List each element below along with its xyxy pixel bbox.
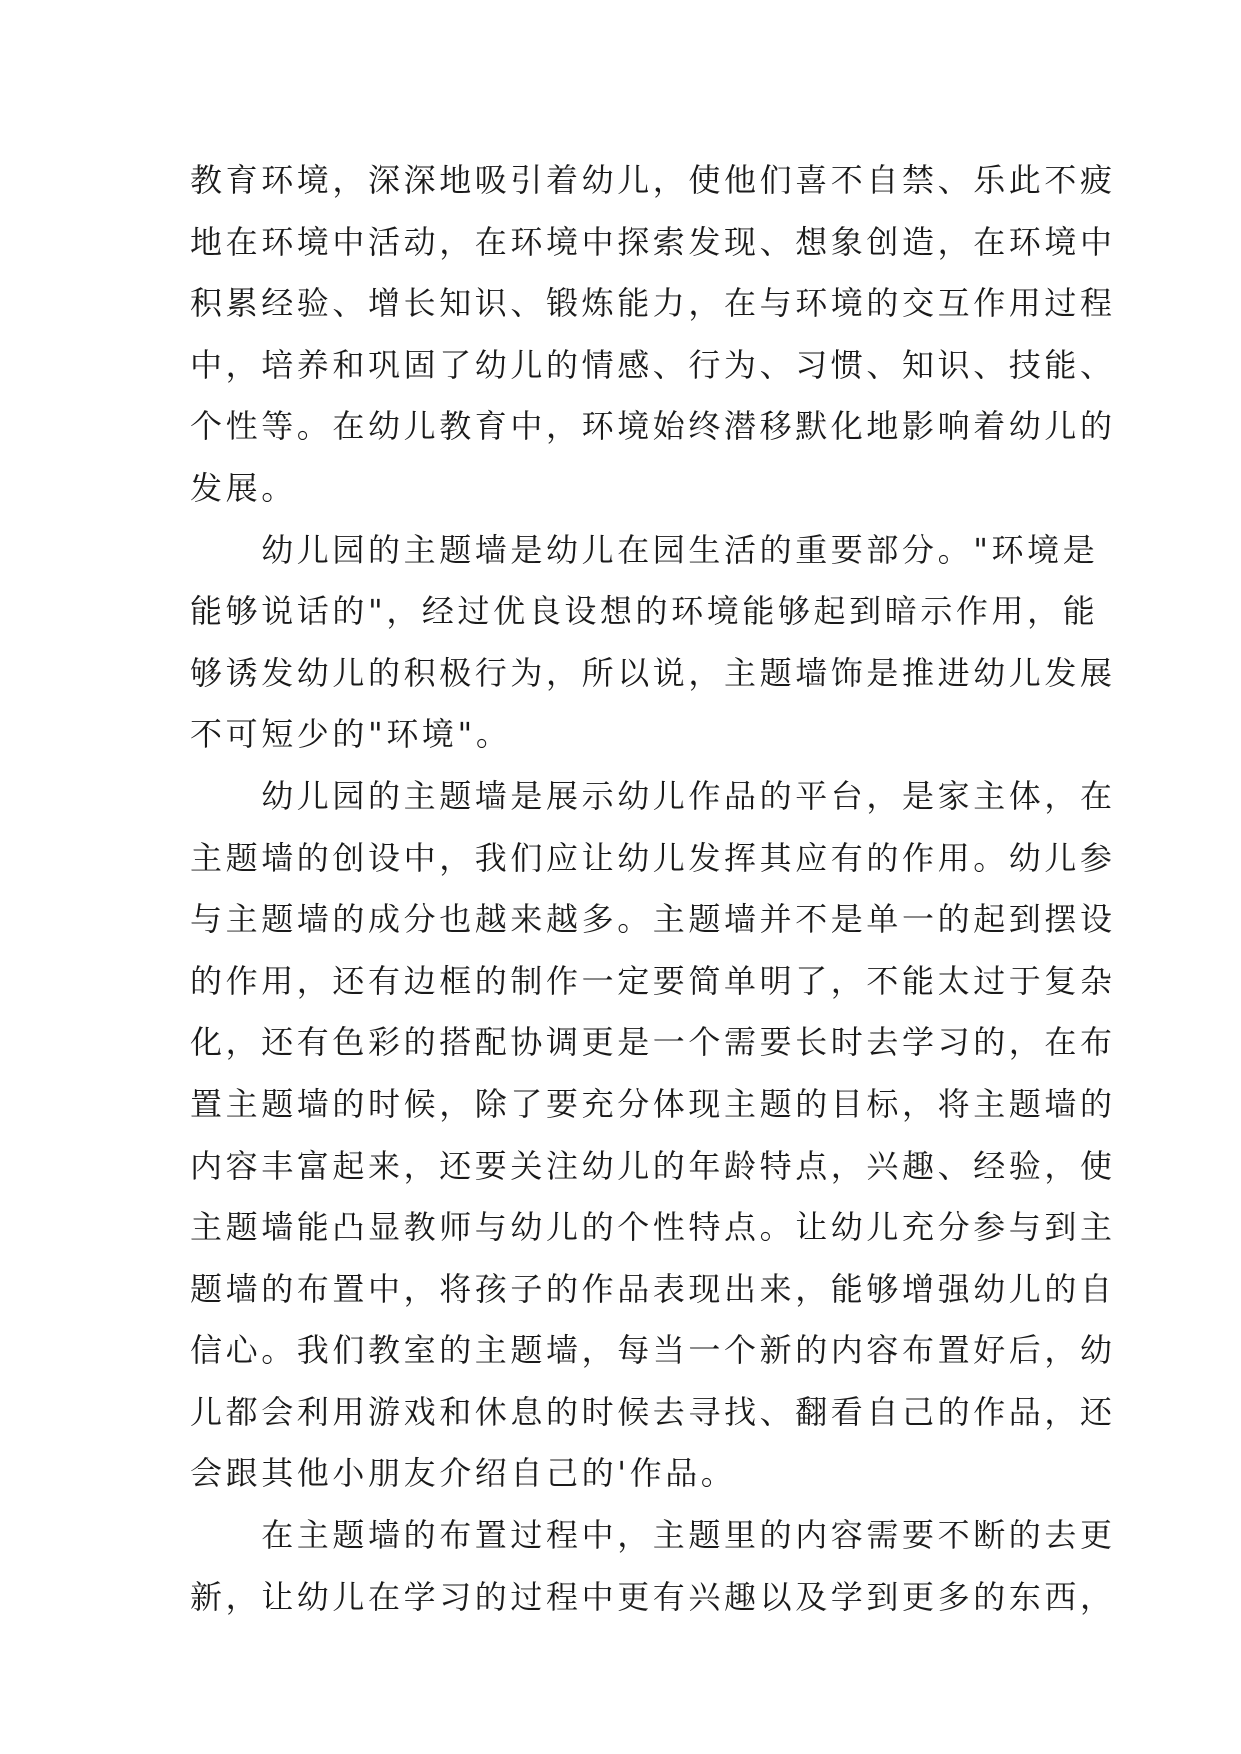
text-line: 主题墙能凸显教师与幼儿的个性特点。让幼儿充分参与到主	[190, 1208, 1116, 1247]
text-line: 儿都会利用游戏和休息的时候去寻找、翻看自己的作品，还	[190, 1392, 1116, 1431]
text-line: 题墙的布置中，将孩子的作品表现出来，能够增强幼儿的自	[190, 1269, 1116, 1308]
text-line: 的作用，还有边框的制作一定要简单明了，不能太过于复杂	[190, 961, 1116, 1000]
paragraph-2	[190, 520, 1116, 766]
text-line: 不可短少的"环境"。	[190, 715, 512, 754]
text-line: 能够说话的"，经过优良设想的环境能够起到暗示作用，能	[190, 592, 1099, 631]
text-line: 积累经验、增长知识、锻炼能力，在与环境的交互作用过程	[190, 284, 1116, 323]
text-line: 内容丰富起来，还要关注幼儿的年龄特点，兴趣、经验，使	[190, 1146, 1116, 1185]
text-line: 地在环境中活动，在环境中探索发现、想象创造，在环境中	[190, 222, 1116, 261]
text-line: 幼儿园的主题墙是幼儿在园生活的重要部分。"环境是	[190, 530, 1099, 569]
text-line: 个性等。在幼儿教育中，环境始终潜移默化地影响着幼儿的	[190, 407, 1116, 446]
text-line: 幼儿园的主题墙是展示幼儿作品的平台，是家主体，在	[190, 776, 1116, 815]
text-line: 与主题墙的成分也越来越多。主题墙并不是单一的起到摆设	[190, 900, 1116, 939]
text-line: 发展。	[190, 468, 297, 507]
text-line: 信心。我们教室的主题墙，每当一个新的内容布置好后，幼	[190, 1331, 1116, 1370]
text-line: 在主题墙的布置过程中，主题里的内容需要不断的去更	[190, 1516, 1116, 1555]
paragraph-4	[190, 1505, 1116, 1628]
text-line: 置主题墙的时候，除了要充分体现主题的目标，将主题墙的	[190, 1084, 1116, 1123]
text-line: 中，培养和巩固了幼儿的情感、行为、习惯、知识、技能、	[190, 345, 1116, 384]
paragraph-3	[190, 766, 1116, 1505]
text-line: 会跟其他小朋友介绍自己的'作品。	[190, 1454, 737, 1493]
text-line: 化，还有色彩的搭配协调更是一个需要长时去学习的，在布	[190, 1023, 1116, 1062]
document-body	[190, 150, 1116, 1628]
paragraph-1	[190, 150, 1116, 520]
text-line: 主题墙的创设中，我们应让幼儿发挥其应有的作用。幼儿参	[190, 838, 1116, 877]
text-line: 教育环境，深深地吸引着幼儿，使他们喜不自禁、乐此不疲	[190, 161, 1116, 199]
text-line: 够诱发幼儿的积极行为，所以说，主题墙饰是推进幼儿发展	[190, 653, 1116, 692]
text-line: 新，让幼儿在学习的过程中更有兴趣以及学到更多的东西，	[190, 1577, 1116, 1616]
